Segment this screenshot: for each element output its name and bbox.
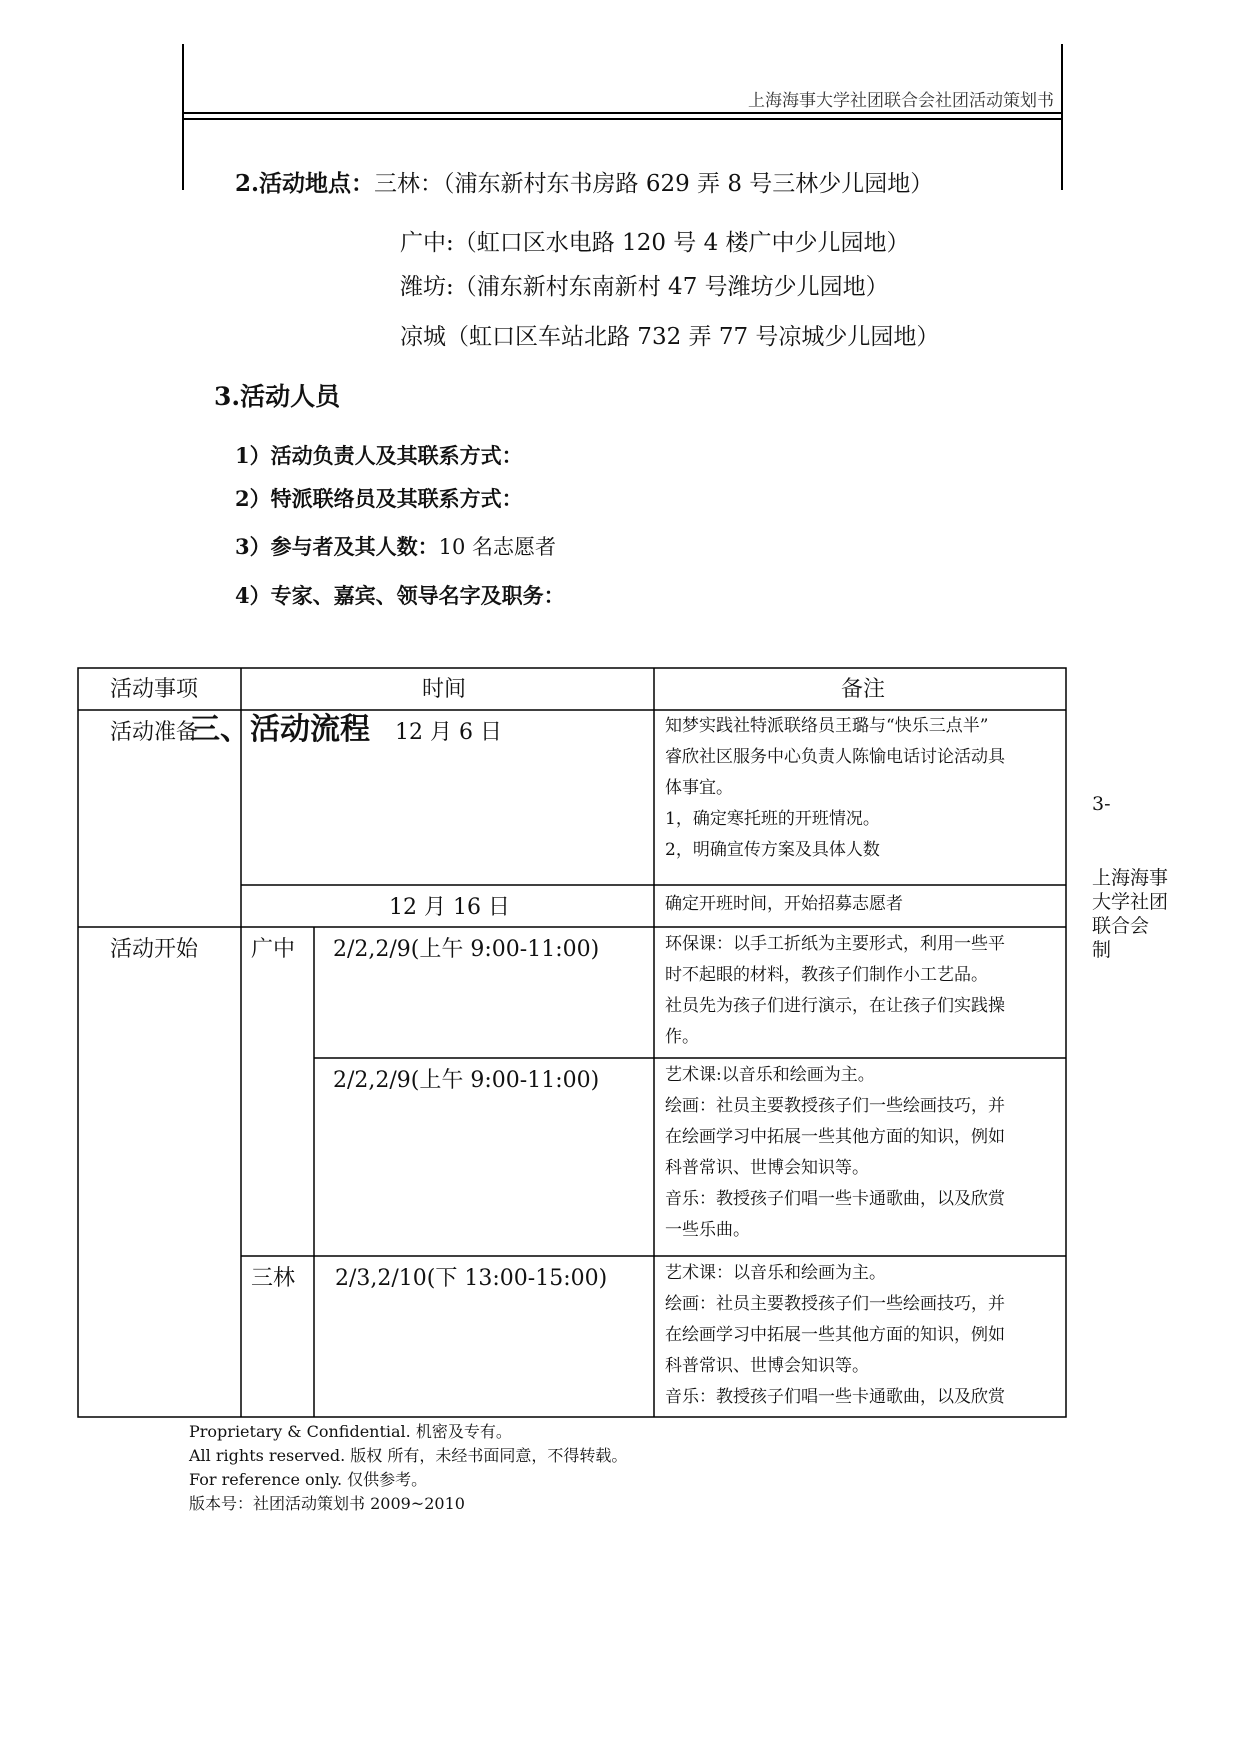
- personnel-label: 1）活动负责人及其联系方式：: [235, 443, 523, 468]
- header-right-rule: [1061, 44, 1063, 190]
- location-row-1: [235, 165, 933, 198]
- personnel-item: [235, 531, 556, 561]
- personnel-value: 10 名志愿者: [438, 535, 557, 559]
- table-cell-item-prep: 活动准备: [110, 720, 199, 745]
- table-cell-time: 12 月 6 日: [395, 720, 502, 745]
- table-cell-item-start: 活动开始: [110, 937, 199, 962]
- side-page-number: 3-: [1092, 793, 1111, 815]
- table-cell-notes: 艺术课：以音乐和绘画为主。 绘画：社员主要教授孩子们一些绘画技巧，并 在绘画学习中拓展一些其他方面的知识，例如 科普常识、世博会知识等。 音乐：教授孩子们唱一些卡通歌曲，以及欣赏: [665, 1263, 1005, 1407]
- personnel-item: [235, 580, 565, 610]
- location-liangcheng: 凉城（虹口区车站北路 732 弄 77 号凉城少儿园地）: [400, 324, 940, 350]
- table-header-item: 活动事项: [110, 677, 199, 702]
- personnel-label: 4）专家、嘉宾、领导名字及职务：: [235, 583, 565, 608]
- header-rule-top: [182, 112, 1063, 114]
- personnel-item: [235, 483, 523, 513]
- table-cell-place: 广中: [251, 937, 296, 962]
- table-cell-time: 2/2,2/9(上午 9:00-11:00): [333, 937, 600, 962]
- table-cell-notes: 艺术课:以音乐和绘画为主。 绘画：社员主要教授孩子们一些绘画技巧，并 在绘画学习中拓展一些其他方面的知识，例如 科普常识、世博会知识等。 音乐：教授孩子们唱一些卡通歌曲，以及欣赏 一些乐曲。: [665, 1065, 1005, 1240]
- activity-flow-table: [77, 667, 1067, 1418]
- table-cell-time: 12 月 16 日: [389, 895, 510, 920]
- table-cell-time: 2/3,2/10(下 13:00-15:00): [335, 1266, 608, 1291]
- personnel-label: 3）参与者及其人数：: [235, 534, 439, 559]
- personnel-label: 2）特派联络员及其联系方式：: [235, 486, 523, 511]
- location-weifang: 潍坊:（浦东新村东南新村 47 号潍坊少儿园地）: [400, 274, 889, 300]
- table-cell-place: 三林: [251, 1266, 296, 1291]
- location-sanlin: 三林：（浦东新村东书房路 629 弄 8 号三林少儿园地）: [374, 171, 934, 197]
- table-header-time: 时间: [422, 677, 467, 702]
- header-rule-bottom: [182, 118, 1063, 120]
- side-org-label: 上海海事 大学社团 联合会 制: [1092, 867, 1169, 961]
- personnel-heading: 3.活动人员: [214, 382, 341, 411]
- personnel-item: [235, 440, 523, 470]
- table-cell-notes: 环保课：以手工折纸为主要形式，利用一些平 时不起眼的材料，教孩子们制作小工艺品。 社员先为孩子们进行演示，在让孩子们实践操 作。: [665, 934, 1005, 1047]
- header-left-rule: [182, 44, 184, 190]
- location-guangzhong: 广中:（虹口区水电路 120 号 4 楼广中少儿园地）: [400, 230, 910, 256]
- location-heading: 2.活动地点：: [235, 170, 375, 197]
- table-cell-notes: 知梦实践社特派联络员王璐与“快乐三点半” 睿欣社区服务中心负责人陈愉电话讨论活动具 体事宜。 1，确定寒托班的开班情况。 2，明确宣传方案及具体人数: [665, 716, 1005, 860]
- table-cell-time: 2/2,2/9(上午 9:00-11:00): [333, 1068, 600, 1093]
- header-title: 上海海事大学社团联合会社团活动策划书: [748, 91, 1054, 111]
- table-header-notes: 备注: [841, 677, 886, 702]
- footer-notice: Proprietary & Confidential. 机密及专有。 All rights reserved. 版权 所有，未经书面同意，不得转载。 For reference only. 仅供参考。 版本号：社团活动策划书 2009~2010: [189, 1422, 628, 1513]
- flow-heading: 三、活动流程: [190, 712, 370, 747]
- table-cell-notes: 确定开班时间，开始招募志愿者: [665, 894, 903, 914]
